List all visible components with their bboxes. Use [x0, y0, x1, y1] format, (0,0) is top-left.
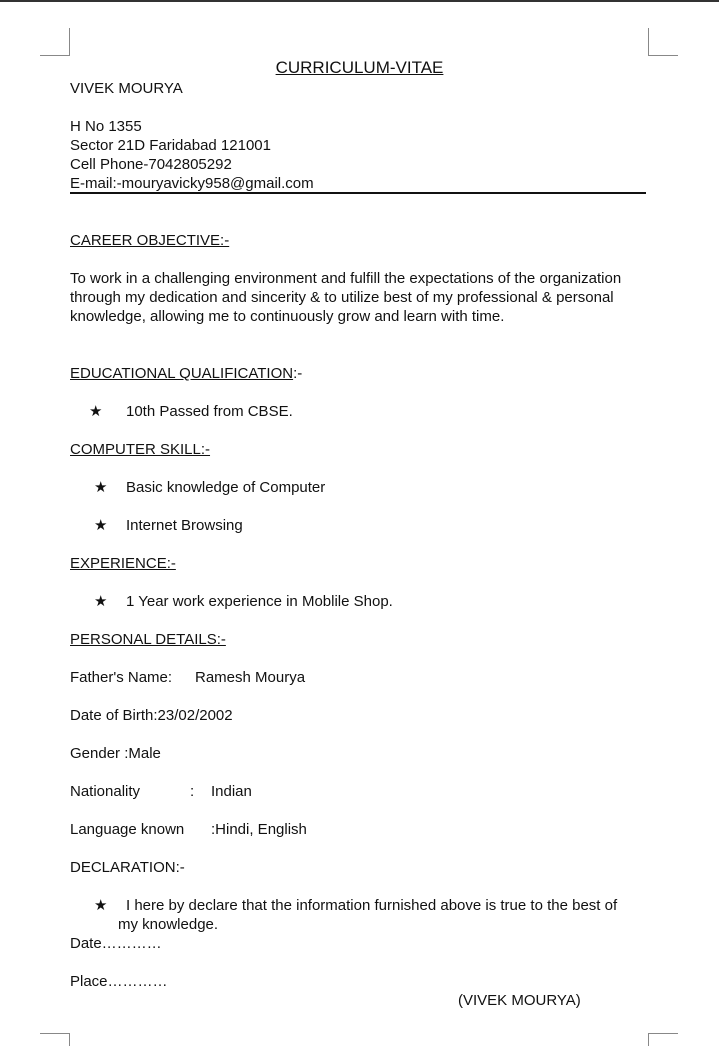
address-line-1: H No 1355 — [70, 118, 142, 135]
declaration-text: I here by declare that the information furnished above is true to the best of my knowledge. — [118, 897, 618, 933]
email-address: E-mail:-mouryavicky958@gmail.com — [70, 175, 314, 192]
star-bullet-icon: ★ — [94, 897, 108, 914]
page-top-border — [0, 0, 719, 2]
document-title: CURRICULUM-VITAE — [275, 58, 444, 77]
experience-item: 1 Year work experience in Moblile Shop. — [126, 593, 393, 610]
declaration-heading: DECLARATION:- — [70, 859, 185, 876]
education-heading-label: EDUCATIONAL QUALIFICATION — [70, 365, 294, 382]
star-bullet-icon: ★ — [94, 517, 108, 534]
education-item: 10th Passed from CBSE. — [126, 403, 293, 420]
crop-mark-top-right — [648, 55, 678, 56]
father-name-value: Ramesh Mourya — [195, 669, 306, 686]
education-heading — [70, 364, 302, 383]
career-objective-text: To work in a challenging environment and fulfill the expectations of the organization through my dedication and sincerity & to utilize best of my professional & personal knowledge, allowing me to continuously grow and learn with time. — [70, 270, 622, 325]
computer-skill-heading: COMPUTER SKILL:- — [70, 441, 211, 458]
star-bullet-icon: ★ — [94, 479, 108, 496]
header-divider — [70, 192, 646, 194]
crop-mark-bottom-left — [40, 1033, 70, 1034]
computer-skill-item: Basic knowledge of Computer — [126, 479, 326, 496]
crop-mark-top-left — [40, 55, 70, 56]
nationality-value: Indian — [211, 783, 252, 800]
place-field: Place………… — [70, 973, 168, 990]
language-label: Language known — [70, 821, 185, 838]
education-heading-suffix: :- — [293, 365, 303, 382]
experience-heading: EXPERIENCE:- — [70, 555, 176, 572]
career-objective-heading: CAREER OBJECTIVE:- — [70, 232, 230, 249]
star-bullet-icon: ★ — [94, 593, 108, 610]
phone-number: Cell Phone-7042805292 — [70, 156, 232, 173]
language-value: :Hindi, English — [211, 821, 307, 838]
father-name-label: Father's Name: — [70, 669, 173, 686]
crop-mark-bottom-left — [69, 1033, 70, 1046]
signature-name: (VIVEK MOURYA) — [458, 992, 581, 1009]
computer-skill-item: Internet Browsing — [126, 517, 243, 534]
star-bullet-icon: ★ — [89, 403, 103, 420]
date-of-birth: Date of Birth:23/02/2002 — [70, 707, 233, 724]
crop-mark-bottom-right — [648, 1033, 649, 1046]
address-line-2: Sector 21D Faridabad 121001 — [70, 137, 271, 154]
crop-mark-top-right — [648, 28, 649, 56]
nationality-separator: : — [190, 783, 195, 800]
date-field: Date………… — [70, 935, 162, 952]
personal-details-heading: PERSONAL DETAILS:- — [70, 631, 226, 648]
crop-mark-bottom-right — [648, 1033, 678, 1034]
applicant-name: VIVEK MOURYA — [70, 80, 183, 97]
crop-mark-top-left — [69, 28, 70, 56]
nationality-label: Nationality — [70, 783, 141, 800]
gender: Gender :Male — [70, 745, 161, 762]
